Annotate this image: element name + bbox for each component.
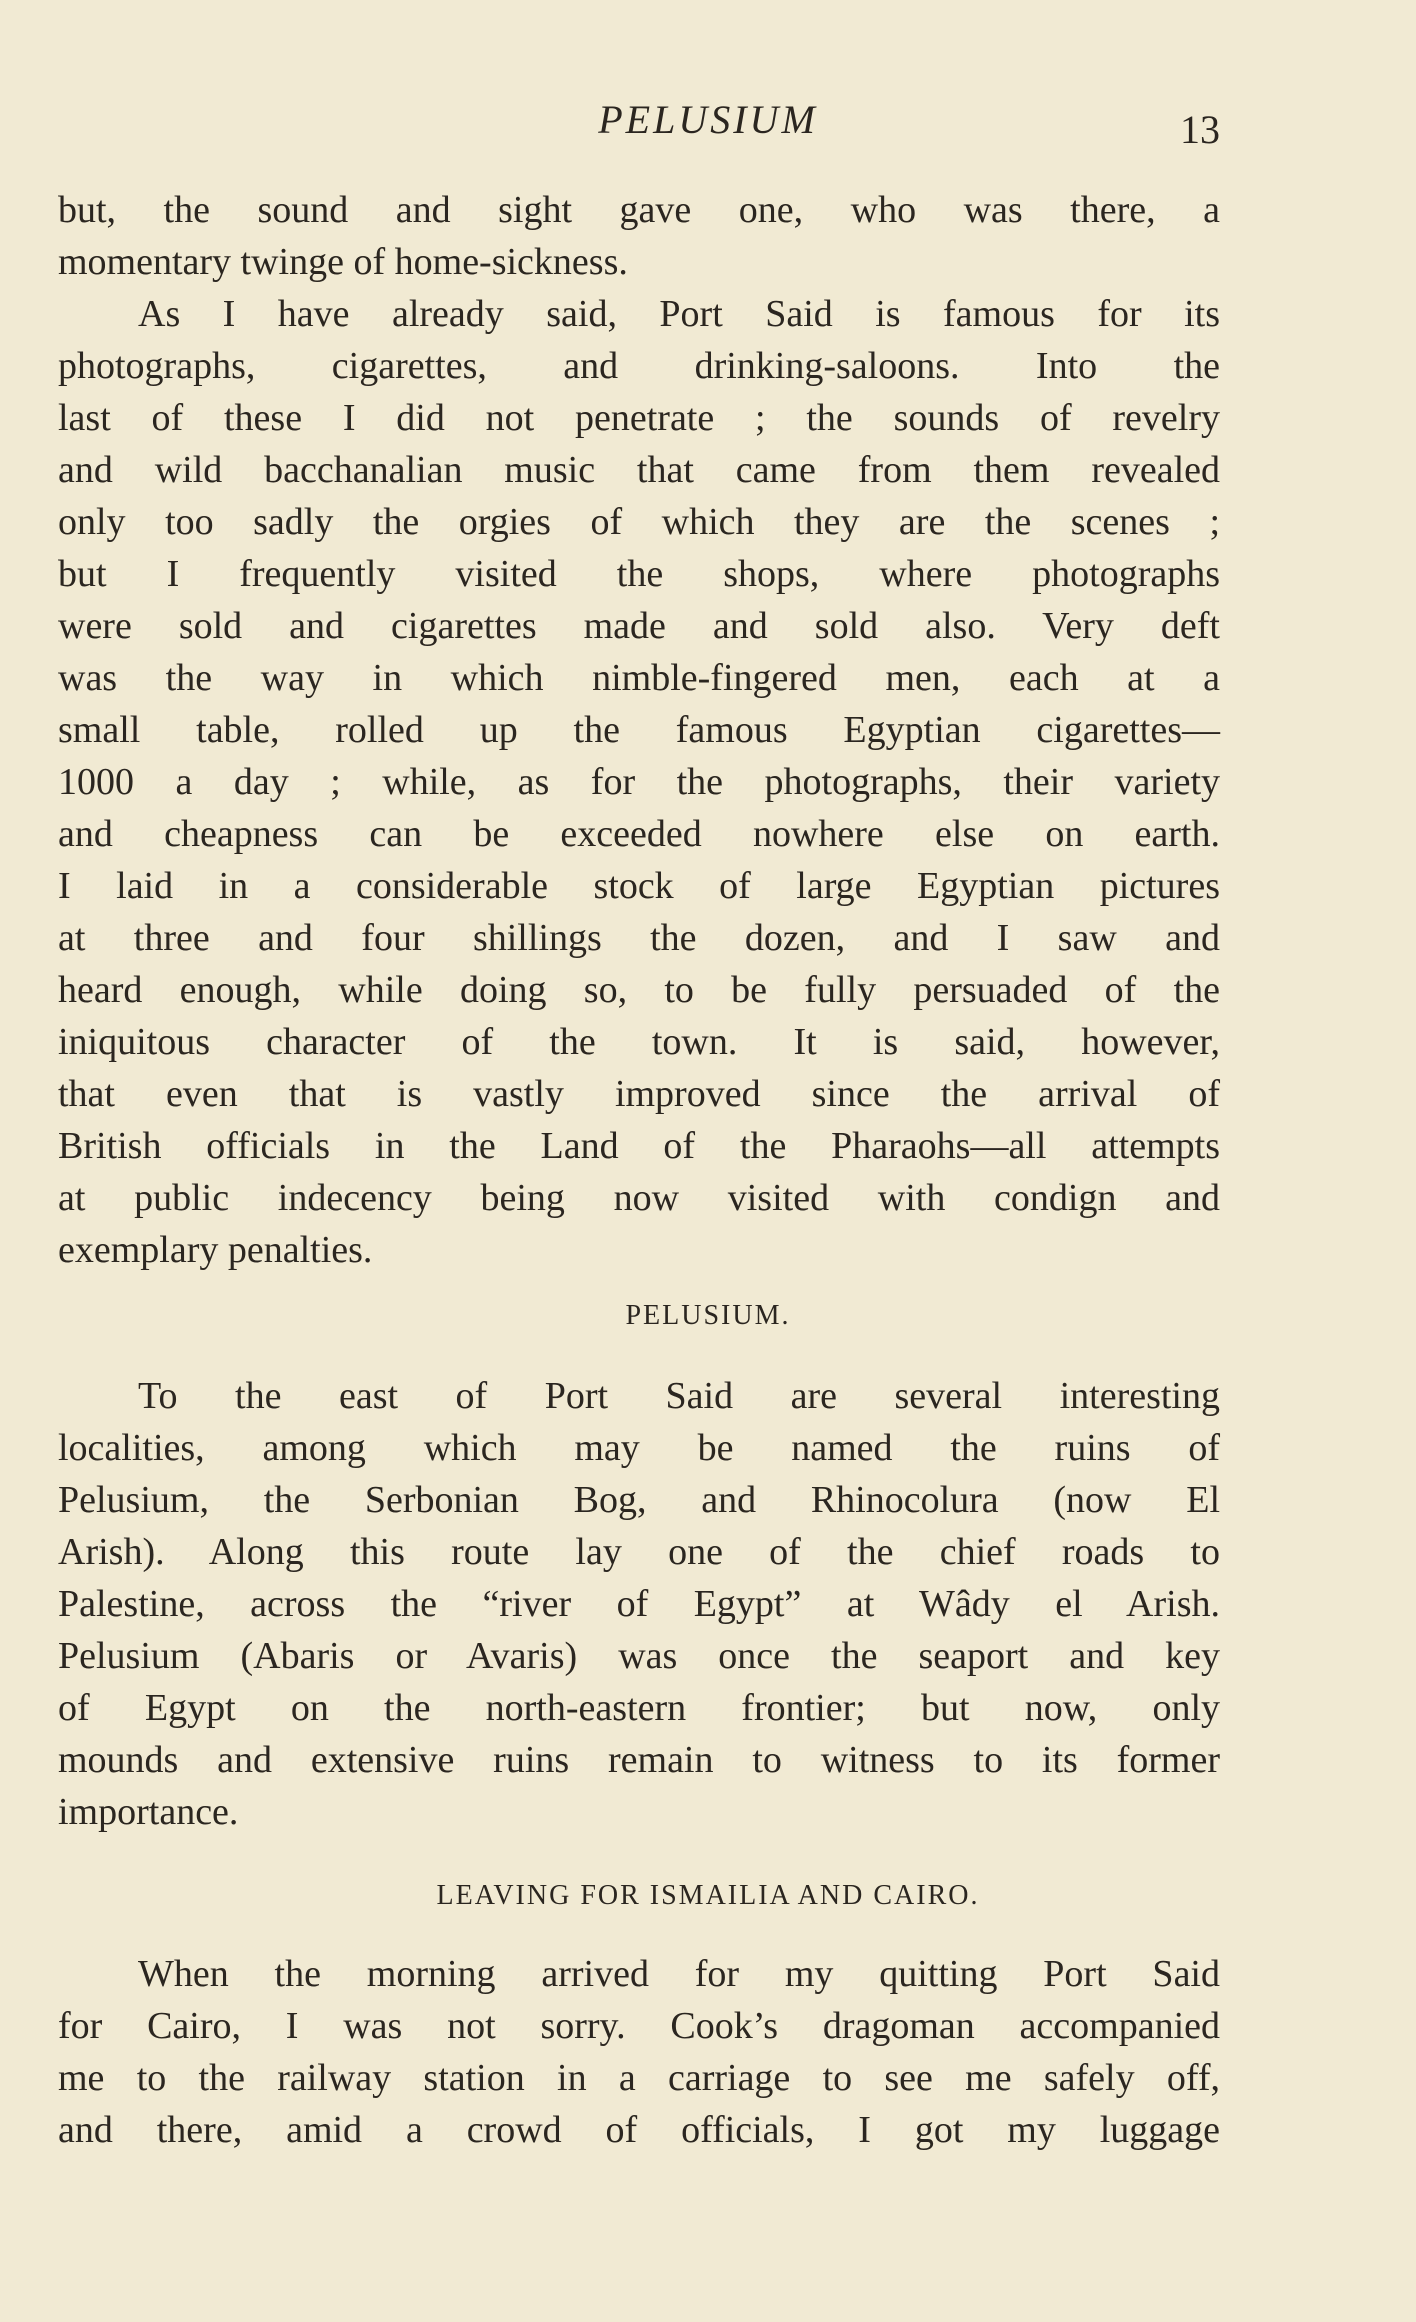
text-line: for Cairo, I was not sorry. Cook’s dragoman accompanied <box>58 2005 1220 2047</box>
text-line: Palestine, across the “river of Egypt” at Wâdy el Arish. <box>58 1583 1220 1625</box>
text-line: 1000 a day ; while, as for the photographs, their variety <box>58 761 1220 803</box>
text-line: of Egypt on the north-eastern frontier; but now, only <box>58 1687 1220 1729</box>
running-title: PELUSIUM <box>598 97 818 142</box>
section-heading-pelusium: PELUSIUM. <box>625 1300 791 1331</box>
text-line: Arish). Along this route lay one of the chief roads to <box>58 1531 1220 1573</box>
text-line: exemplary penalties. <box>58 1229 373 1271</box>
running-head <box>0 96 1416 156</box>
paragraph-closing <box>58 184 1220 288</box>
text-line: localities, among which may be named the ruins of <box>58 1427 1220 1469</box>
text-line: only too sadly the orgies of which they are the scenes ; <box>58 501 1220 543</box>
paragraph-port-said <box>58 288 1220 1276</box>
text-line: at public indecency being now visited with condign and <box>58 1177 1220 1219</box>
text-line: momentary twinge of home-sickness. <box>58 241 628 283</box>
text-line: but, the sound and sight gave one, who was there, a <box>58 189 1220 231</box>
text-line: last of these I did not penetrate ; the sounds of revelry <box>58 397 1220 439</box>
text-line: photographs, cigarettes, and drinking-saloons. Into the <box>58 345 1220 387</box>
text-line: and cheapness can be exceeded nowhere else on earth. <box>58 813 1220 855</box>
paragraph-pelusium <box>58 1370 1220 1838</box>
text-line: To the east of Port Said are several interesting <box>138 1375 1220 1417</box>
text-line: As I have already said, Port Said is famous for its <box>138 293 1220 335</box>
text-line: British officials in the Land of the Pharaohs—all attempts <box>58 1125 1220 1167</box>
text-line: and wild bacchanalian music that came from them revealed <box>58 449 1220 491</box>
text-line: iniquitous character of the town. It is said, however, <box>58 1021 1220 1063</box>
text-line: I laid in a considerable stock of large Egyptian pictures <box>58 865 1220 907</box>
paragraph-leaving <box>58 1948 1220 2156</box>
text-line: at three and four shillings the dozen, and I saw and <box>58 917 1220 959</box>
text-line: me to the railway station in a carriage to see me safely off, <box>58 2057 1220 2099</box>
text-line: were sold and cigarettes made and sold also. Very deft <box>58 605 1220 647</box>
text-line: that even that is vastly improved since the arrival of <box>58 1073 1220 1115</box>
text-line: and there, amid a crowd of officials, I got my luggage <box>58 2109 1220 2151</box>
text-line: was the way in which nimble-fingered men, each at a <box>58 657 1220 699</box>
text-line: When the morning arrived for my quitting Port Said <box>138 1953 1220 1995</box>
text-line: mounds and extensive ruins remain to witness to its former <box>58 1739 1220 1781</box>
text-line: importance. <box>58 1791 239 1833</box>
page-number: 13 <box>1180 107 1220 152</box>
text-line: heard enough, while doing so, to be fully persuaded of the <box>58 969 1220 1011</box>
text-line: small table, rolled up the famous Egyptian cigarettes— <box>58 709 1220 751</box>
text-line: Pelusium, the Serbonian Bog, and Rhinocolura (now El <box>58 1479 1220 1521</box>
text-line: Pelusium (Abaris or Avaris) was once the seaport and key <box>58 1635 1220 1677</box>
section-heading-leaving: LEAVING FOR ISMAILIA AND CAIRO. <box>436 1880 980 1911</box>
text-line: but I frequently visited the shops, where photographs <box>58 553 1220 595</box>
